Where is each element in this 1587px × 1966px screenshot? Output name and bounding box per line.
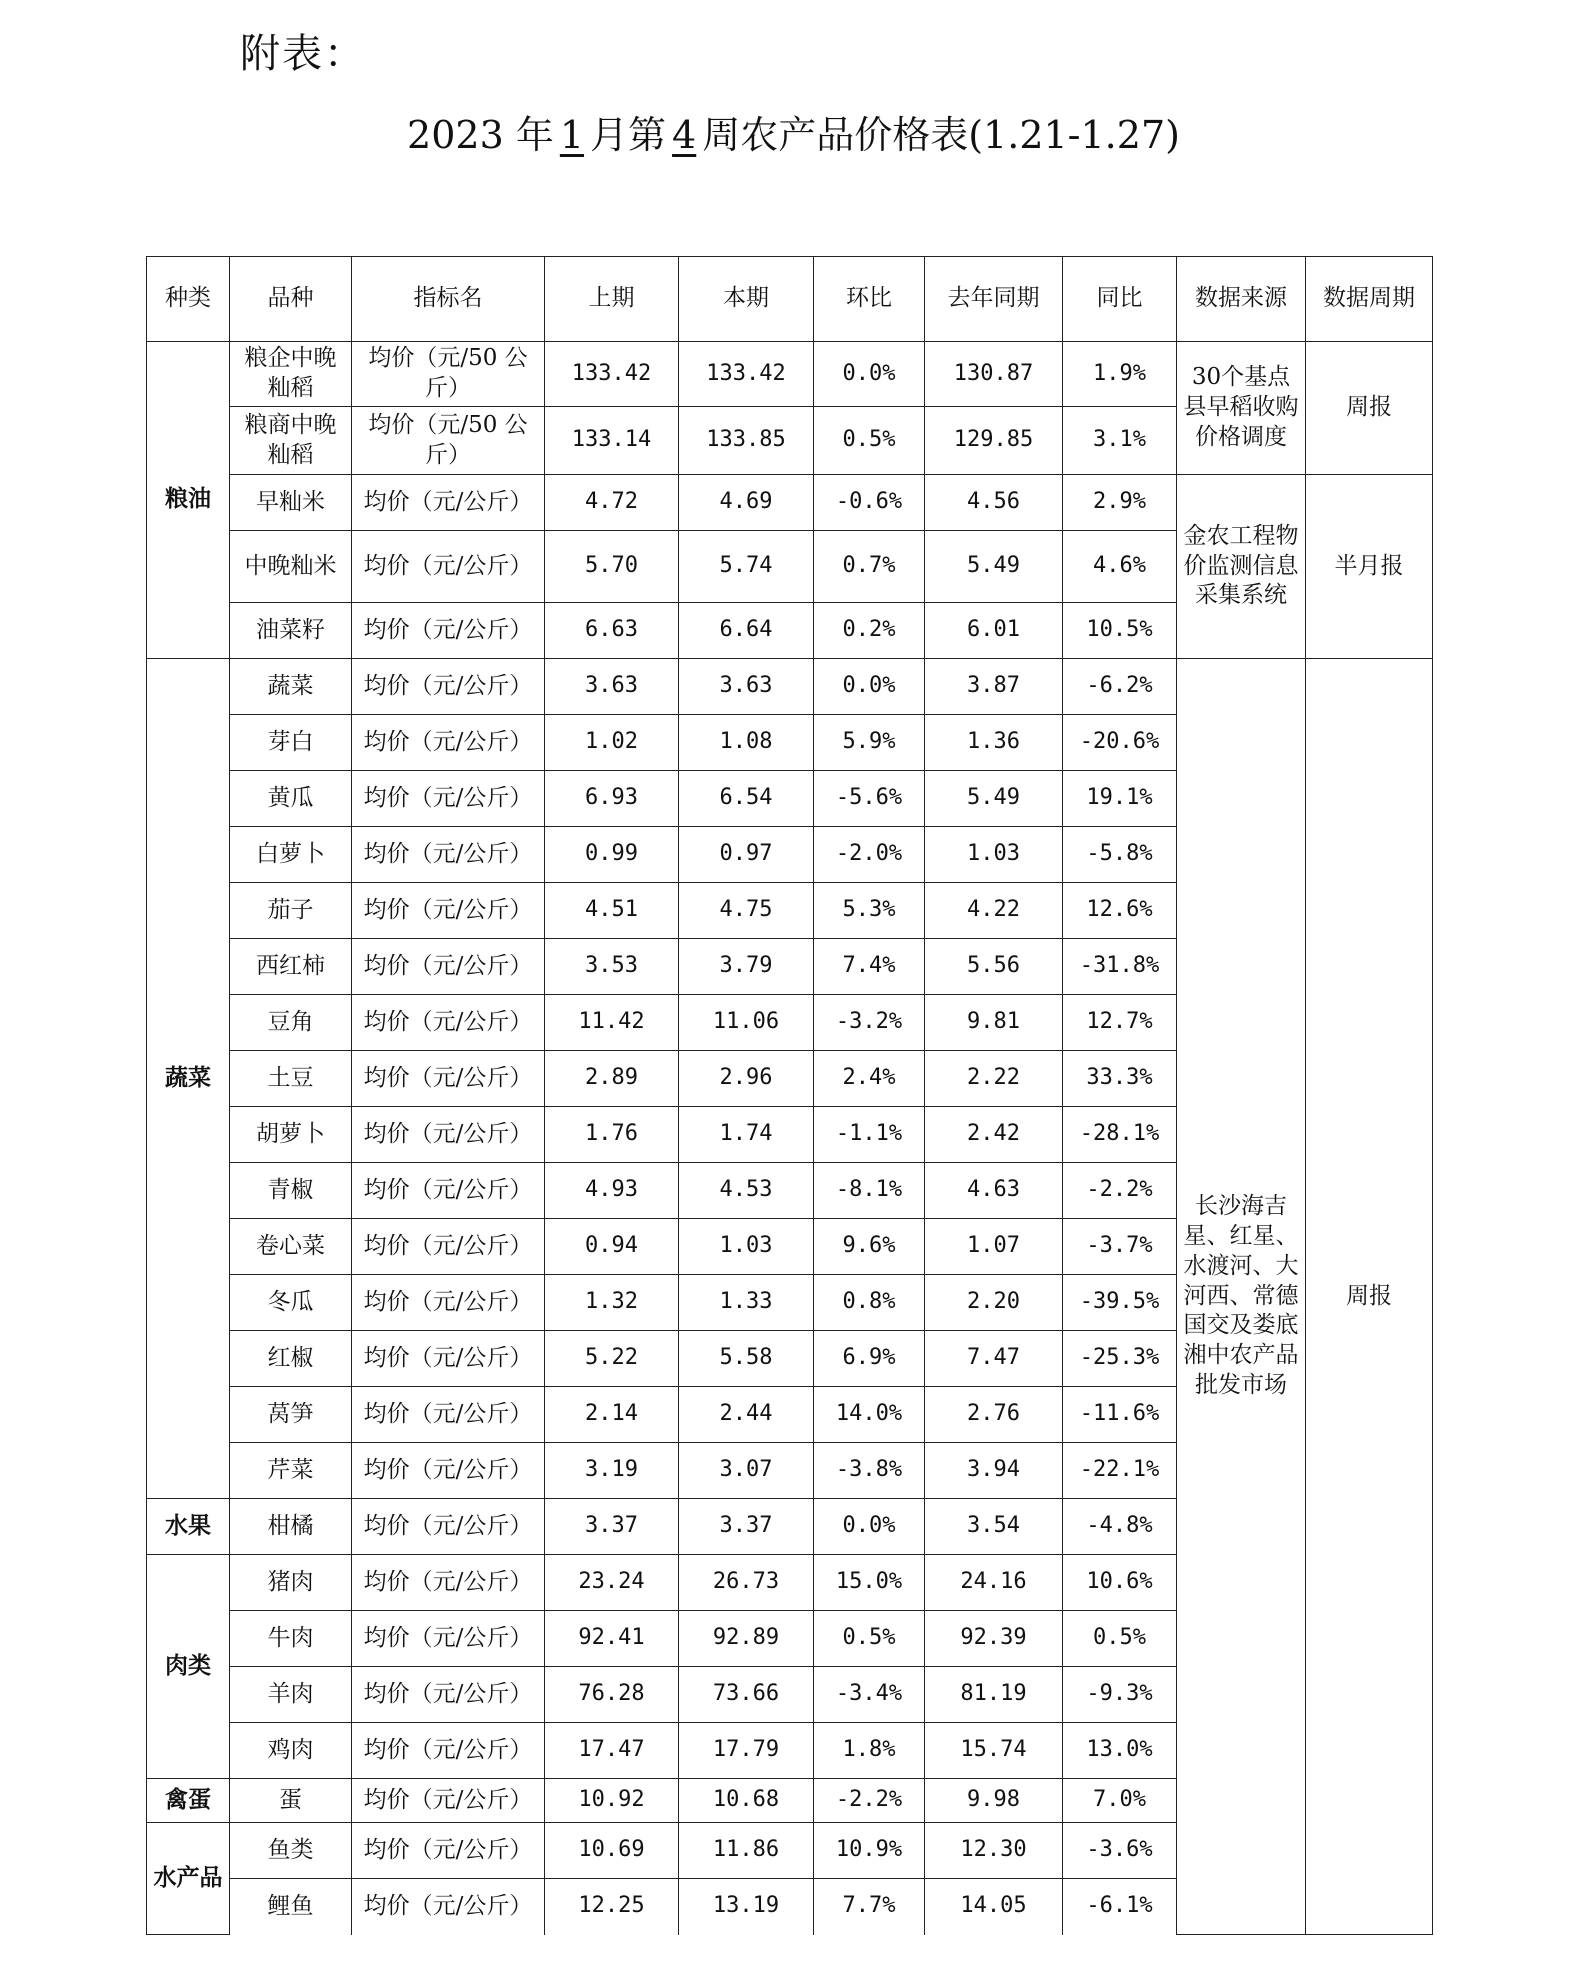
mom-cell: 14.0% xyxy=(814,1387,925,1443)
mom-cell: 0.2% xyxy=(814,603,925,659)
header-variety: 品种 xyxy=(230,257,352,342)
header-yoy: 同比 xyxy=(1063,257,1177,342)
page-title xyxy=(0,104,1587,159)
header-mom: 环比 xyxy=(814,257,925,342)
previous-value-cell: 10.69 xyxy=(545,1823,679,1879)
previous-value-cell: 2.14 xyxy=(545,1387,679,1443)
previous-value-cell: 11.42 xyxy=(545,995,679,1051)
variety-cell: 芹菜 xyxy=(230,1443,352,1499)
indicator-cell: 均价（元/公斤） xyxy=(352,1611,545,1667)
variety-cell: 牛肉 xyxy=(230,1611,352,1667)
header-row xyxy=(147,257,1433,342)
variety-cell: 粮企中晚籼稻 xyxy=(230,342,352,407)
indicator-cell: 均价（元/公斤） xyxy=(352,531,545,603)
indicator-cell: 均价（元/公斤） xyxy=(352,1163,545,1219)
indicator-cell: 均价（元/公斤） xyxy=(352,715,545,771)
previous-value-cell: 1.76 xyxy=(545,1107,679,1163)
mom-cell: -3.8% xyxy=(814,1443,925,1499)
previous-value-cell: 4.93 xyxy=(545,1163,679,1219)
previous-value-cell: 133.42 xyxy=(545,342,679,407)
previous-value-cell: 17.47 xyxy=(545,1723,679,1779)
yoy-cell: -3.7% xyxy=(1063,1219,1177,1275)
header-period: 数据周期 xyxy=(1306,257,1433,342)
last-year-value-cell: 81.19 xyxy=(925,1667,1063,1723)
title-week: 4 xyxy=(672,113,697,157)
yoy-cell: -6.1% xyxy=(1063,1879,1177,1935)
attachment-label: 附表： xyxy=(240,31,366,77)
current-value-cell: 1.08 xyxy=(679,715,814,771)
current-value-cell: 5.74 xyxy=(679,531,814,603)
mom-cell: 10.9% xyxy=(814,1823,925,1879)
table-row xyxy=(147,342,1433,407)
mom-cell: 0.0% xyxy=(814,659,925,715)
table-row xyxy=(147,659,1433,715)
variety-cell: 猪肉 xyxy=(230,1555,352,1611)
variety-cell: 粮商中晚籼稻 xyxy=(230,407,352,475)
last-year-value-cell: 2.76 xyxy=(925,1387,1063,1443)
mom-cell: 7.4% xyxy=(814,939,925,995)
header-previous: 上期 xyxy=(545,257,679,342)
previous-value-cell: 6.93 xyxy=(545,771,679,827)
last-year-value-cell: 24.16 xyxy=(925,1555,1063,1611)
previous-value-cell: 23.24 xyxy=(545,1555,679,1611)
variety-cell: 胡萝卜 xyxy=(230,1107,352,1163)
indicator-cell: 均价（元/公斤） xyxy=(352,1219,545,1275)
indicator-cell: 均价（元/50 公斤） xyxy=(352,342,545,407)
title-month: 1 xyxy=(559,113,585,157)
last-year-value-cell: 4.63 xyxy=(925,1163,1063,1219)
previous-value-cell: 0.99 xyxy=(545,827,679,883)
last-year-value-cell: 1.07 xyxy=(925,1219,1063,1275)
yoy-cell: 7.0% xyxy=(1063,1779,1177,1823)
indicator-cell: 均价（元/公斤） xyxy=(352,1879,545,1935)
mom-cell: 0.5% xyxy=(814,1611,925,1667)
last-year-value-cell: 6.01 xyxy=(925,603,1063,659)
yoy-cell: -11.6% xyxy=(1063,1387,1177,1443)
yoy-cell: 12.6% xyxy=(1063,883,1177,939)
mom-cell: 5.3% xyxy=(814,883,925,939)
period-cell: 半月报 xyxy=(1306,475,1433,659)
mom-cell: -2.2% xyxy=(814,1779,925,1823)
last-year-value-cell: 15.74 xyxy=(925,1723,1063,1779)
previous-value-cell: 4.51 xyxy=(545,883,679,939)
header-source: 数据来源 xyxy=(1177,257,1306,342)
indicator-cell: 均价（元/公斤） xyxy=(352,883,545,939)
variety-cell: 豆角 xyxy=(230,995,352,1051)
yoy-cell: -31.8% xyxy=(1063,939,1177,995)
header-category: 种类 xyxy=(147,257,230,342)
current-value-cell: 17.79 xyxy=(679,1723,814,1779)
mom-cell: -2.0% xyxy=(814,827,925,883)
variety-cell: 莴笋 xyxy=(230,1387,352,1443)
indicator-cell: 均价（元/公斤） xyxy=(352,1107,545,1163)
mom-cell: -3.4% xyxy=(814,1667,925,1723)
yoy-cell: 13.0% xyxy=(1063,1723,1177,1779)
variety-cell: 鸡肉 xyxy=(230,1723,352,1779)
current-value-cell: 6.54 xyxy=(679,771,814,827)
indicator-cell: 均价（元/公斤） xyxy=(352,1823,545,1879)
mom-cell: 0.8% xyxy=(814,1275,925,1331)
indicator-cell: 均价（元/公斤） xyxy=(352,771,545,827)
previous-value-cell: 3.53 xyxy=(545,939,679,995)
last-year-value-cell: 92.39 xyxy=(925,1611,1063,1667)
mom-cell: -8.1% xyxy=(814,1163,925,1219)
yoy-cell: -28.1% xyxy=(1063,1107,1177,1163)
current-value-cell: 2.44 xyxy=(679,1387,814,1443)
current-value-cell: 13.19 xyxy=(679,1879,814,1935)
last-year-value-cell: 12.30 xyxy=(925,1823,1063,1879)
current-value-cell: 0.97 xyxy=(679,827,814,883)
last-year-value-cell: 7.47 xyxy=(925,1331,1063,1387)
previous-value-cell: 10.92 xyxy=(545,1779,679,1823)
current-value-cell: 2.96 xyxy=(679,1051,814,1107)
current-value-cell: 1.74 xyxy=(679,1107,814,1163)
indicator-cell: 均价（元/公斤） xyxy=(352,1443,545,1499)
mom-cell: 7.7% xyxy=(814,1879,925,1935)
last-year-value-cell: 130.87 xyxy=(925,342,1063,407)
mom-cell: 0.5% xyxy=(814,407,925,475)
mom-cell: 1.8% xyxy=(814,1723,925,1779)
variety-cell: 蔬菜 xyxy=(230,659,352,715)
last-year-value-cell: 3.54 xyxy=(925,1499,1063,1555)
current-value-cell: 4.69 xyxy=(679,475,814,531)
header-current: 本期 xyxy=(679,257,814,342)
mom-cell: -5.6% xyxy=(814,771,925,827)
previous-value-cell: 92.41 xyxy=(545,1611,679,1667)
yoy-cell: -6.2% xyxy=(1063,659,1177,715)
previous-value-cell: 0.94 xyxy=(545,1219,679,1275)
mom-cell: 0.7% xyxy=(814,531,925,603)
current-value-cell: 1.33 xyxy=(679,1275,814,1331)
yoy-cell: 3.1% xyxy=(1063,407,1177,475)
indicator-cell: 均价（元/公斤） xyxy=(352,1051,545,1107)
last-year-value-cell: 2.42 xyxy=(925,1107,1063,1163)
yoy-cell: 4.6% xyxy=(1063,531,1177,603)
previous-value-cell: 5.22 xyxy=(545,1331,679,1387)
variety-cell: 鲤鱼 xyxy=(230,1879,352,1935)
yoy-cell: -22.1% xyxy=(1063,1443,1177,1499)
variety-cell: 芽白 xyxy=(230,715,352,771)
yoy-cell: 10.5% xyxy=(1063,603,1177,659)
previous-value-cell: 3.37 xyxy=(545,1499,679,1555)
last-year-value-cell: 9.81 xyxy=(925,995,1063,1051)
period-cell: 周报 xyxy=(1306,659,1433,1935)
category-cell: 蔬菜 xyxy=(147,659,230,1499)
previous-value-cell: 76.28 xyxy=(545,1667,679,1723)
last-year-value-cell: 129.85 xyxy=(925,407,1063,475)
period-cell: 周报 xyxy=(1306,342,1433,475)
current-value-cell: 11.06 xyxy=(679,995,814,1051)
mom-cell: 15.0% xyxy=(814,1555,925,1611)
variety-cell: 土豆 xyxy=(230,1051,352,1107)
last-year-value-cell: 2.22 xyxy=(925,1051,1063,1107)
variety-cell: 中晚籼米 xyxy=(230,531,352,603)
indicator-cell: 均价（元/公斤） xyxy=(352,1555,545,1611)
current-value-cell: 4.75 xyxy=(679,883,814,939)
indicator-cell: 均价（元/公斤） xyxy=(352,1723,545,1779)
yoy-cell: 19.1% xyxy=(1063,771,1177,827)
variety-cell: 白萝卜 xyxy=(230,827,352,883)
current-value-cell: 4.53 xyxy=(679,1163,814,1219)
indicator-cell: 均价（元/公斤） xyxy=(352,1667,545,1723)
yoy-cell: -39.5% xyxy=(1063,1275,1177,1331)
category-cell: 水产品 xyxy=(147,1823,230,1935)
indicator-cell: 均价（元/公斤） xyxy=(352,659,545,715)
indicator-cell: 均价（元/公斤） xyxy=(352,1499,545,1555)
current-value-cell: 92.89 xyxy=(679,1611,814,1667)
current-value-cell: 5.58 xyxy=(679,1331,814,1387)
current-value-cell: 6.64 xyxy=(679,603,814,659)
header-indicator: 指标名 xyxy=(352,257,545,342)
variety-cell: 油菜籽 xyxy=(230,603,352,659)
indicator-cell: 均价（元/50 公斤） xyxy=(352,407,545,475)
last-year-value-cell: 4.56 xyxy=(925,475,1063,531)
indicator-cell: 均价（元/公斤） xyxy=(352,995,545,1051)
mom-cell: -1.1% xyxy=(814,1107,925,1163)
last-year-value-cell: 3.94 xyxy=(925,1443,1063,1499)
variety-cell: 柑橘 xyxy=(230,1499,352,1555)
last-year-value-cell: 1.36 xyxy=(925,715,1063,771)
current-value-cell: 73.66 xyxy=(679,1667,814,1723)
previous-value-cell: 12.25 xyxy=(545,1879,679,1935)
mom-cell: 0.0% xyxy=(814,342,925,407)
yoy-cell: -2.2% xyxy=(1063,1163,1177,1219)
last-year-value-cell: 9.98 xyxy=(925,1779,1063,1823)
yoy-cell: -25.3% xyxy=(1063,1331,1177,1387)
category-cell: 肉类 xyxy=(147,1555,230,1779)
previous-value-cell: 133.14 xyxy=(545,407,679,475)
yoy-cell: 12.7% xyxy=(1063,995,1177,1051)
yoy-cell: -4.8% xyxy=(1063,1499,1177,1555)
current-value-cell: 1.03 xyxy=(679,1219,814,1275)
mom-cell: 6.9% xyxy=(814,1331,925,1387)
yoy-cell: 33.3% xyxy=(1063,1051,1177,1107)
previous-value-cell: 3.63 xyxy=(545,659,679,715)
indicator-cell: 均价（元/公斤） xyxy=(352,1387,545,1443)
mom-cell: -3.2% xyxy=(814,995,925,1051)
variety-cell: 卷心菜 xyxy=(230,1219,352,1275)
indicator-cell: 均价（元/公斤） xyxy=(352,939,545,995)
title-month-suffix: 月第 xyxy=(590,113,667,157)
category-cell: 禽蛋 xyxy=(147,1779,230,1823)
category-cell: 水果 xyxy=(147,1499,230,1555)
variety-cell: 蛋 xyxy=(230,1779,352,1823)
source-cell: 金农工程物价监测信息采集系统 xyxy=(1177,475,1306,659)
previous-value-cell: 6.63 xyxy=(545,603,679,659)
mom-cell: 5.9% xyxy=(814,715,925,771)
mom-cell: 0.0% xyxy=(814,1499,925,1555)
current-value-cell: 133.85 xyxy=(679,407,814,475)
indicator-cell: 均价（元/公斤） xyxy=(352,603,545,659)
variety-cell: 青椒 xyxy=(230,1163,352,1219)
current-value-cell: 26.73 xyxy=(679,1555,814,1611)
current-value-cell: 10.68 xyxy=(679,1779,814,1823)
yoy-cell: -9.3% xyxy=(1063,1667,1177,1723)
yoy-cell: 10.6% xyxy=(1063,1555,1177,1611)
last-year-value-cell: 1.03 xyxy=(925,827,1063,883)
previous-value-cell: 3.19 xyxy=(545,1443,679,1499)
last-year-value-cell: 3.87 xyxy=(925,659,1063,715)
variety-cell: 红椒 xyxy=(230,1331,352,1387)
source-cell: 长沙海吉星、红星、水渡河、大河西、常德国交及娄底湘中农产品批发市场 xyxy=(1177,659,1306,1935)
yoy-cell: 0.5% xyxy=(1063,1611,1177,1667)
current-value-cell: 11.86 xyxy=(679,1823,814,1879)
variety-cell: 冬瓜 xyxy=(230,1275,352,1331)
indicator-cell: 均价（元/公斤） xyxy=(352,1331,545,1387)
source-cell: 30个基点县早稻收购价格调度 xyxy=(1177,342,1306,475)
mom-cell: 2.4% xyxy=(814,1051,925,1107)
current-value-cell: 3.79 xyxy=(679,939,814,995)
price-table xyxy=(146,256,1433,1935)
current-value-cell: 3.37 xyxy=(679,1499,814,1555)
mom-cell: -0.6% xyxy=(814,475,925,531)
title-suffix: 周农产品价格表(1.21-1.27) xyxy=(702,113,1180,157)
yoy-cell: -3.6% xyxy=(1063,1823,1177,1879)
variety-cell: 鱼类 xyxy=(230,1823,352,1879)
previous-value-cell: 4.72 xyxy=(545,475,679,531)
variety-cell: 黄瓜 xyxy=(230,771,352,827)
current-value-cell: 133.42 xyxy=(679,342,814,407)
mom-cell: 9.6% xyxy=(814,1219,925,1275)
yoy-cell: 1.9% xyxy=(1063,342,1177,407)
last-year-value-cell: 14.05 xyxy=(925,1879,1063,1935)
indicator-cell: 均价（元/公斤） xyxy=(352,1779,545,1823)
current-value-cell: 3.63 xyxy=(679,659,814,715)
title-prefix: 2023 年 xyxy=(407,113,554,157)
indicator-cell: 均价（元/公斤） xyxy=(352,1275,545,1331)
indicator-cell: 均价（元/公斤） xyxy=(352,475,545,531)
previous-value-cell: 1.02 xyxy=(545,715,679,771)
last-year-value-cell: 5.49 xyxy=(925,771,1063,827)
current-value-cell: 3.07 xyxy=(679,1443,814,1499)
yoy-cell: 2.9% xyxy=(1063,475,1177,531)
category-cell: 粮油 xyxy=(147,342,230,659)
variety-cell: 西红柿 xyxy=(230,939,352,995)
variety-cell: 早籼米 xyxy=(230,475,352,531)
header-last-year: 去年同期 xyxy=(925,257,1063,342)
previous-value-cell: 1.32 xyxy=(545,1275,679,1331)
indicator-cell: 均价（元/公斤） xyxy=(352,827,545,883)
previous-value-cell: 2.89 xyxy=(545,1051,679,1107)
yoy-cell: -5.8% xyxy=(1063,827,1177,883)
last-year-value-cell: 5.56 xyxy=(925,939,1063,995)
last-year-value-cell: 4.22 xyxy=(925,883,1063,939)
last-year-value-cell: 2.20 xyxy=(925,1275,1063,1331)
variety-cell: 茄子 xyxy=(230,883,352,939)
previous-value-cell: 5.70 xyxy=(545,531,679,603)
last-year-value-cell: 5.49 xyxy=(925,531,1063,603)
variety-cell: 羊肉 xyxy=(230,1667,352,1723)
yoy-cell: -20.6% xyxy=(1063,715,1177,771)
table-row xyxy=(147,475,1433,531)
